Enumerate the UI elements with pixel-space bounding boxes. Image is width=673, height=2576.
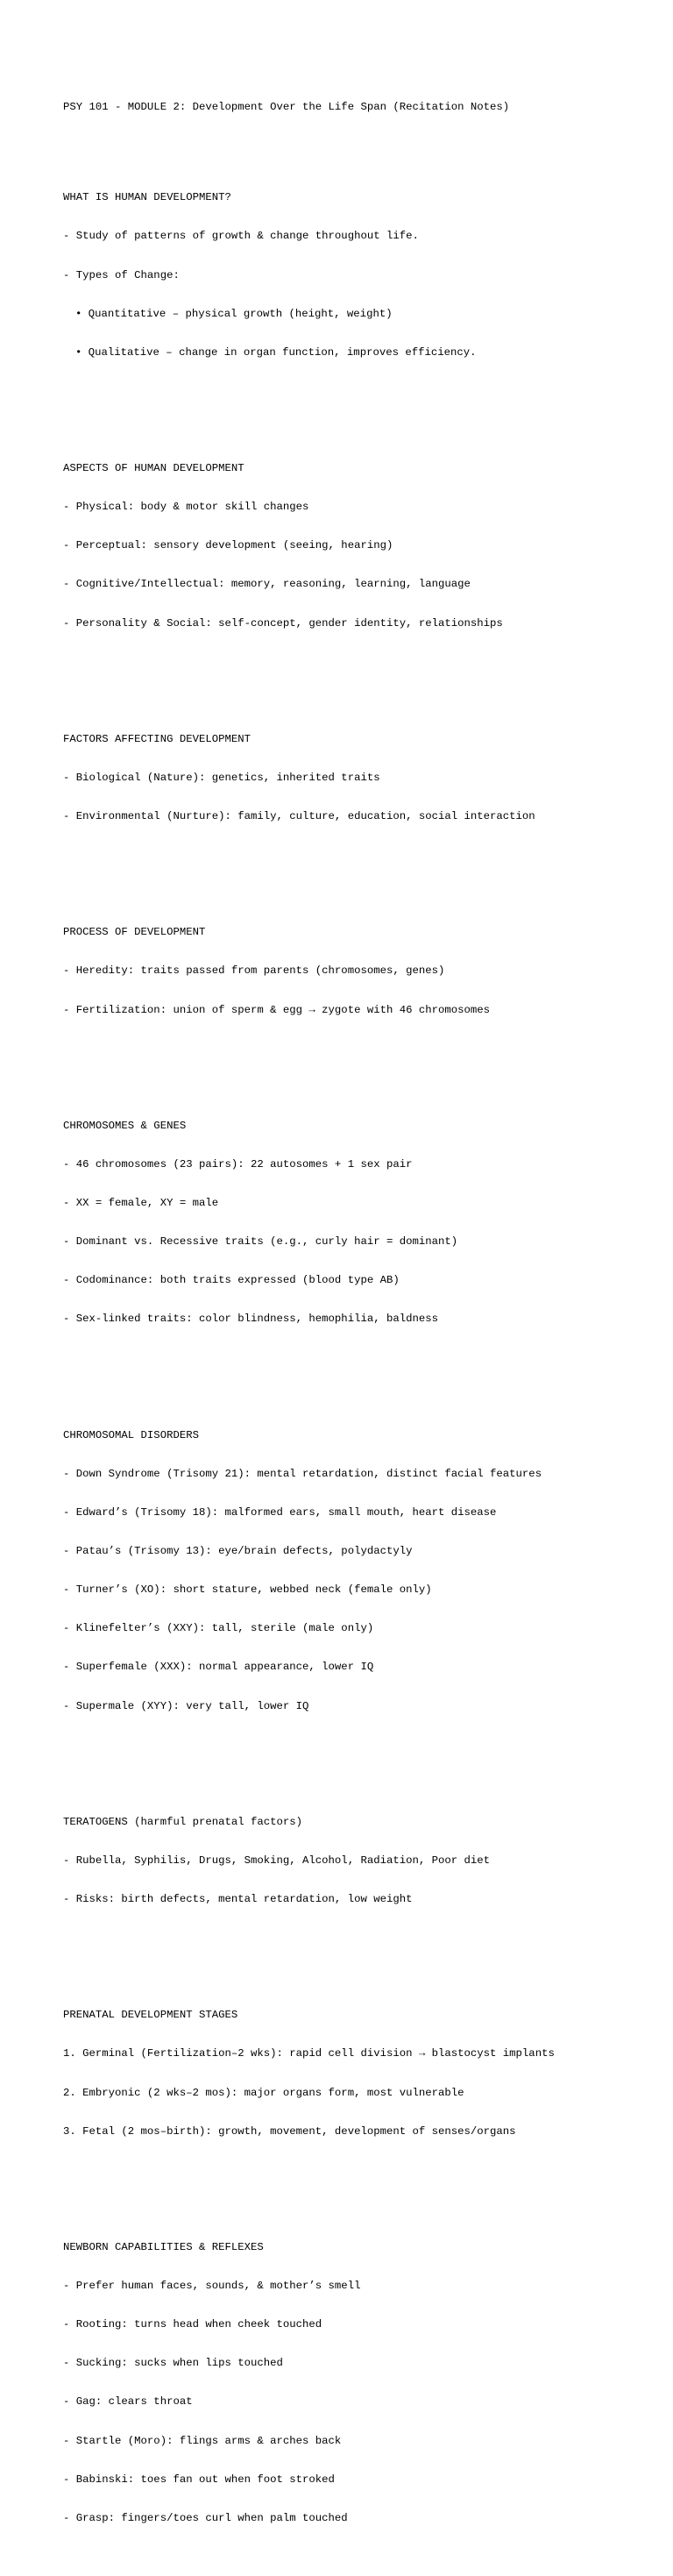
- section-heading: WHAT IS HUMAN DEVELOPMENT?: [63, 191, 231, 204]
- section-chromosomes-genes: [63, 1093, 659, 1351]
- bullet-line: • Qualitative – change in organ function, improves efficiency.: [75, 345, 477, 359]
- section-teratogens: [63, 1790, 659, 1932]
- document-page: [63, 75, 659, 2576]
- section-prenatal-stages: [63, 1983, 659, 2164]
- section-line: - Edward’s (Trisomy 18): malformed ears, small mouth, heart disease: [63, 1505, 497, 1519]
- section-newborn-reflexes: [63, 2216, 659, 2551]
- section-line: - 46 chromosomes (23 pairs): 22 autosomes + 1 sex pair: [63, 1157, 413, 1171]
- section-heading: CHROMOSOMAL DISORDERS: [63, 1428, 199, 1441]
- section-chromosomal-disorders: [63, 1403, 659, 1738]
- section-line: - Down Syndrome (Trisomy 21): mental retardation, distinct facial features: [63, 1467, 542, 1480]
- section-line: 3. Fetal (2 mos–birth): growth, movement, development of senses/organs: [63, 2124, 516, 2138]
- section-line: - Superfemale (XXX): normal appearance, lower IQ: [63, 1661, 374, 1674]
- section-heading: NEWBORN CAPABILITIES & REFLEXES: [63, 2240, 264, 2253]
- section-line: - Heredity: traits passed from parents (chromosomes, genes): [63, 964, 445, 978]
- document-title: PSY 101 - MODULE 2: Development Over the Life Span (Recitation Notes): [63, 101, 510, 114]
- section-line: - Startle (Moro): flings arms & arches back: [63, 2434, 342, 2447]
- section-line: - XX = female, XY = male: [63, 1197, 219, 1210]
- section-heading: TERATOGENS (harmful prenatal factors): [63, 1815, 303, 1828]
- section-line: - Sucking: sucks when lips touched: [63, 2357, 283, 2370]
- section-line: - Risks: birth defects, mental retardation, low weight: [63, 1893, 413, 1906]
- section-line: 2. Embryonic (2 wks–2 mos): major organs form, most vulnerable: [63, 2086, 464, 2099]
- section-what-is-human-development: [63, 166, 659, 385]
- section-line: - Perceptual: sensory development (seeing, hearing): [63, 539, 393, 552]
- section-aspects: [63, 437, 659, 656]
- section-line: - Physical: body & motor skill changes: [63, 501, 309, 514]
- section-line: - Prefer human faces, sounds, & mother’s smell: [63, 2280, 361, 2293]
- section-line: - Rooting: turns head when cheek touched: [63, 2318, 322, 2331]
- section-heading: ASPECTS OF HUMAN DEVELOPMENT: [63, 462, 244, 475]
- section-heading: PRENATAL DEVELOPMENT STAGES: [63, 2009, 238, 2022]
- section-heading: FACTORS AFFECTING DEVELOPMENT: [63, 732, 251, 745]
- section-line: - Fertilization: union of sperm & egg → zygote with 46 chromosomes: [63, 1003, 491, 1016]
- section-heading: PROCESS OF DEVELOPMENT: [63, 926, 206, 939]
- section-line: - Gag: clears throat: [63, 2395, 193, 2409]
- section-line: - Personality & Social: self-concept, gender identity, relationships: [63, 616, 503, 630]
- section-line: - Cognitive/Intellectual: memory, reasoning, learning, language: [63, 578, 471, 591]
- section-line: - Grasp: fingers/toes curl when palm touched: [63, 2511, 348, 2524]
- section-process: [63, 900, 659, 1042]
- section-line: - Dominant vs. Recessive traits (e.g., curly hair = dominant): [63, 1235, 458, 1249]
- section-line: - Study of patterns of growth & change throughout life.: [63, 230, 419, 243]
- section-factors: [63, 707, 659, 849]
- section-line: - Babinski: toes fan out when foot stroked: [63, 2473, 335, 2486]
- bullet-line: • Quantitative – physical growth (height, weight): [75, 307, 393, 320]
- section-line: - Biological (Nature): genetics, inherited traits: [63, 771, 380, 784]
- section-line: - Turner’s (XO): short stature, webbed neck (female only): [63, 1583, 432, 1597]
- section-line: - Sex-linked traits: color blindness, hemophilia, baldness: [63, 1313, 439, 1326]
- section-line: - Codominance: both traits expressed (blood type AB): [63, 1274, 400, 1287]
- section-line: 1. Germinal (Fertilization–2 wks): rapid cell division → blastocyst implants: [63, 2047, 555, 2060]
- section-line: - Rubella, Syphilis, Drugs, Smoking, Alcohol, Radiation, Poor diet: [63, 1854, 491, 1867]
- section-line: - Types of Change:: [63, 268, 180, 281]
- section-line: - Patau’s (Trisomy 13): eye/brain defects, polydactyly: [63, 1545, 413, 1558]
- section-heading: CHROMOSOMES & GENES: [63, 1119, 187, 1132]
- section-line: - Environmental (Nurture): family, culture, education, social interaction: [63, 810, 535, 823]
- section-line: - Supermale (XYY): very tall, lower IQ: [63, 1699, 309, 1712]
- section-line: - Klinefelter’s (XXY): tall, sterile (male only): [63, 1622, 374, 1635]
